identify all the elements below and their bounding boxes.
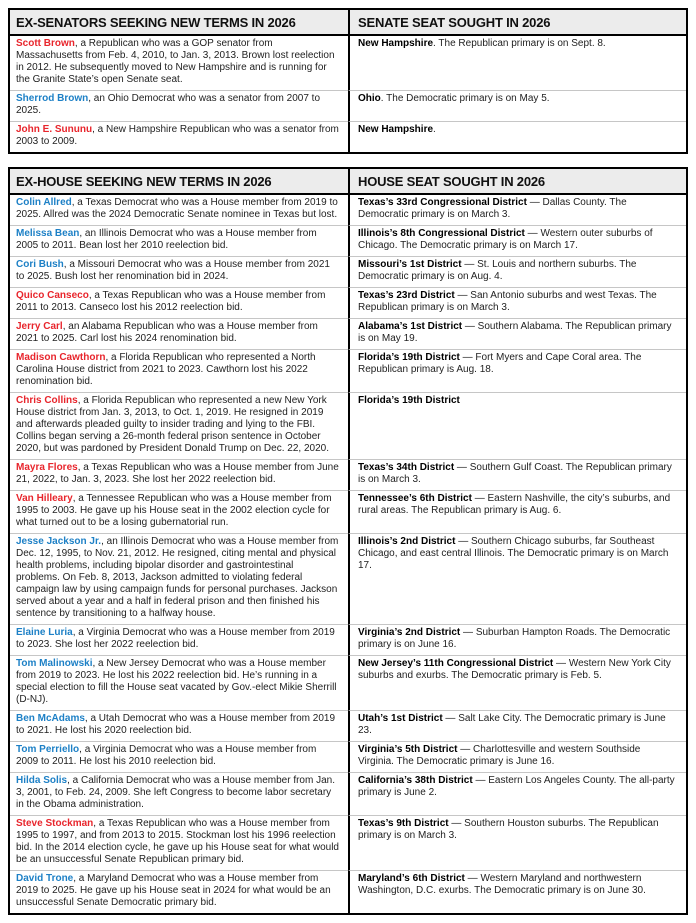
member-bio-text: , an Illinois Democrat who was a House member from 2005 to 2011. Bean lost her 2010 reelection bid. bbox=[16, 228, 317, 251]
member-name: Colin Allred bbox=[16, 197, 72, 208]
seat-name: New Hampshire bbox=[358, 124, 434, 135]
seat-name: Florida’s 19th District bbox=[358, 395, 460, 406]
member-bio-cell bbox=[10, 256, 348, 287]
member-bio-cell bbox=[10, 36, 348, 90]
seat-cell bbox=[348, 459, 686, 490]
member-bio-text: , a Tennessee Republican who was a House member from 1995 to 2003. He gave up his House seat in the 2002 election cycle for what turned out to be a losing gubernatorial run. bbox=[16, 493, 332, 528]
table-row bbox=[10, 741, 686, 772]
seat-name: California’s 38th District bbox=[358, 775, 473, 786]
senate-table-body bbox=[10, 36, 686, 152]
seat-detail: — Western outer suburbs of Chicago. The Democratic primary is on March 17. bbox=[358, 228, 653, 251]
member-name: Van Hilleary bbox=[16, 493, 73, 504]
member-bio-text: , a Texas Republican who was a House member from 2011 to 2013. Canseco lost his 2012 reelection bid. bbox=[16, 290, 326, 313]
member-bio-text: , a Florida Republican who represented a new New York House district from Jan. 3, 2013, to Oct. 1, 2019. He resigned in 2019 and afterwards pleaded guilty to insider trading and lying to the FBI. Collins began serving a 26-month federal prison sentence in October 2020, but was pardoned by President Donald Trump on Dec. 22, 2020. bbox=[16, 395, 329, 454]
senate-table bbox=[8, 8, 688, 154]
member-name: Jerry Carl bbox=[16, 321, 63, 332]
seat-detail: — Charlottesville and western Southside Virginia. The Democratic primary is June 16. bbox=[358, 744, 641, 767]
seat-cell bbox=[348, 815, 686, 870]
seat-detail: — Western New York City suburbs and exurbs. The Democratic primary is Feb. 5. bbox=[358, 658, 671, 681]
member-bio-text: , a Missouri Democrat who was a House member from 2021 to 2025. Bush lost her renomination bid in 2024. bbox=[16, 259, 330, 282]
seat-name: Florida’s 19th District bbox=[358, 352, 460, 363]
seat-name: Missouri’s 1st District bbox=[358, 259, 462, 270]
member-name: Cori Bush bbox=[16, 259, 64, 270]
table-row bbox=[10, 195, 686, 225]
seat-cell bbox=[348, 225, 686, 256]
seat-detail: . The Democratic primary is on May 5. bbox=[380, 93, 550, 104]
seat-name: Texas’s 34th District bbox=[358, 462, 455, 473]
house-table bbox=[8, 167, 688, 915]
seat-name: Texas’s 33rd Congressional District bbox=[358, 197, 527, 208]
member-bio-cell bbox=[10, 195, 348, 225]
seat-name: New Jersey’s 11th Congressional District bbox=[358, 658, 554, 669]
seat-cell bbox=[348, 318, 686, 349]
seat-cell bbox=[348, 533, 686, 624]
seat-detail: — Eastern Los Angeles County. The all-party primary is June 2. bbox=[358, 775, 675, 798]
member-name: Sherrod Brown bbox=[16, 93, 89, 104]
seat-detail: — Western Maryland and northwestern Washington, D.C. exurbs. The Democratic primary is on June 30. bbox=[358, 873, 646, 896]
seat-detail: — Southern Gulf Coast. The Republican primary is on March 3. bbox=[358, 462, 672, 485]
seat-cell bbox=[348, 710, 686, 741]
member-name: Melissa Bean bbox=[16, 228, 80, 239]
member-bio-cell bbox=[10, 710, 348, 741]
seat-cell bbox=[348, 36, 686, 90]
house-table-header-left: EX-HOUSE SEEKING NEW TERMS IN 2026 bbox=[16, 174, 272, 189]
member-name: Steve Stockman bbox=[16, 818, 94, 829]
table-row bbox=[10, 392, 686, 459]
seat-cell bbox=[348, 256, 686, 287]
seat-cell bbox=[348, 741, 686, 772]
seat-cell bbox=[348, 392, 686, 459]
member-bio-cell bbox=[10, 870, 348, 913]
member-name: Mayra Flores bbox=[16, 462, 78, 473]
seat-name: Tennessee’s 6th District bbox=[358, 493, 472, 504]
table-row bbox=[10, 624, 686, 655]
seat-cell bbox=[348, 195, 686, 225]
member-bio-cell bbox=[10, 815, 348, 870]
member-name: Tom Perriello bbox=[16, 744, 80, 755]
member-bio-cell bbox=[10, 490, 348, 533]
member-name: Jesse Jackson Jr. bbox=[16, 536, 102, 547]
member-bio-text: , a Texas Democrat who was a House member from 2019 to 2025. Allred was the 2024 Democratic Senate nominee in Texas but lost. bbox=[16, 197, 338, 220]
seat-detail: — Eastern Nashville, the city’s suburbs, and rural areas. The Republican primary is Aug. 6. bbox=[358, 493, 671, 516]
seat-name: Ohio bbox=[358, 93, 381, 104]
member-bio-cell bbox=[10, 741, 348, 772]
member-bio-cell bbox=[10, 318, 348, 349]
house-table-body bbox=[10, 195, 686, 913]
member-name: Tom Malinowski bbox=[16, 658, 93, 669]
member-bio-cell bbox=[10, 772, 348, 815]
seat-detail: — Southern Chicago suburbs, far Southeast Chicago, and east central Illinois. The Democratic primary is on March 17. bbox=[358, 536, 669, 571]
member-bio-cell bbox=[10, 459, 348, 490]
member-bio-text: , a Texas Republican who was a House member from June 21, 2022, to Jan. 3, 2023. She lost her 2022 reelection bid. bbox=[16, 462, 339, 485]
member-name: Elaine Luria bbox=[16, 627, 73, 638]
member-name: Hilda Solis bbox=[16, 775, 68, 786]
table-row bbox=[10, 36, 686, 90]
member-bio-text: , an Illinois Democrat who was a House member from Dec. 12, 1995, to Nov. 21, 2012. He resigned, citing mental and physical health problems, including bipolar disorder and gastrointestinal problems. On Feb. 8, 2013, Jackson admitted to violating federal campaign law by using campaign funds for personal purchases. Jackson served about a year and a half in federal prison and then finished his sentence by transitioning to a halfway house. bbox=[16, 536, 339, 619]
seat-name: Virginia’s 5th District bbox=[358, 744, 458, 755]
table-row bbox=[10, 815, 686, 870]
member-bio-text: , a New Jersey Democrat who was a House member from 2019 to 2023. He lost his 2022 reelection bid. He’s running in a special election to fill the House seat vacated by Gov.-elect Mikie Sherrill (D-NJ). bbox=[16, 658, 337, 705]
table-row bbox=[10, 772, 686, 815]
seat-name: Illinois’s 2nd District bbox=[358, 536, 456, 547]
member-bio-text: , a Florida Republican who represented a North Carolina House district from 2021 to 2023. Cawthorn lost his 2022 renomination bid. bbox=[16, 352, 316, 387]
table-row bbox=[10, 870, 686, 913]
seat-cell bbox=[348, 655, 686, 710]
member-name: Scott Brown bbox=[16, 38, 75, 49]
seat-detail: — Salt Lake City. The Democratic primary is June 23. bbox=[358, 713, 666, 736]
member-name: David Trone bbox=[16, 873, 74, 884]
seat-cell bbox=[348, 349, 686, 392]
seat-detail: — Dallas County. The Democratic primary is on March 3. bbox=[358, 197, 627, 220]
table-row bbox=[10, 256, 686, 287]
senate-table-header-left: EX-SENATORS SEEKING NEW TERMS IN 2026 bbox=[16, 15, 296, 30]
member-name: John E. Sununu bbox=[16, 124, 93, 135]
member-bio-cell bbox=[10, 90, 348, 121]
member-bio-cell bbox=[10, 655, 348, 710]
seat-name: Texas’s 9th District bbox=[358, 818, 449, 829]
member-bio-text: , a Virginia Democrat who was a House member from 2009 to 2011. He lost his 2010 reelection bid. bbox=[16, 744, 317, 767]
seat-detail: — St. Louis and northern suburbs. The Democratic primary is on Aug. 4. bbox=[358, 259, 637, 282]
member-bio-text: , a Republican who was a GOP senator from Massachusetts from Feb. 4, 2010, to Jan. 3, 2013. Brown lost reelection in 2012. He subsequently moved to New Hampshire and is running for the Granite State’s open Senate seat. bbox=[16, 38, 335, 85]
seat-detail: . The Republican primary is on Sept. 8. bbox=[433, 38, 606, 49]
seat-detail: — Suburban Hampton Roads. The Democratic primary is on June 16. bbox=[358, 627, 671, 650]
seat-detail: — Fort Myers and Cape Coral area. The Republican primary is Aug. 18. bbox=[358, 352, 642, 375]
member-bio-text: , a Texas Republican who was a House member from 1995 to 1997, and from 2013 to 2015. Stockman lost his 1996 reelection bid. In the 2014 election cycle, he gave up his House seat for what would be an unsuccessful Senate Republican primary bid. bbox=[16, 818, 339, 865]
seat-name: Illinois’s 8th Congressional District bbox=[358, 228, 525, 239]
senate-table-header bbox=[10, 10, 686, 36]
member-bio-text: , an Alabama Republican who was a House member from 2021 to 2025. Carl lost his 2024 renomination bid. bbox=[16, 321, 318, 344]
table-row bbox=[10, 349, 686, 392]
senate-table-header-right: SENATE SEAT SOUGHT IN 2026 bbox=[348, 10, 686, 34]
member-bio-cell bbox=[10, 392, 348, 459]
member-bio-cell bbox=[10, 349, 348, 392]
seat-name: Texas’s 23rd District bbox=[358, 290, 455, 301]
member-bio-cell bbox=[10, 225, 348, 256]
member-name: Quico Canseco bbox=[16, 290, 89, 301]
table-row bbox=[10, 710, 686, 741]
seat-name: New Hampshire bbox=[358, 38, 434, 49]
seat-cell bbox=[348, 870, 686, 913]
table-row bbox=[10, 533, 686, 624]
table-row bbox=[10, 490, 686, 533]
member-name: Ben McAdams bbox=[16, 713, 85, 724]
house-table-header bbox=[10, 169, 686, 195]
table-row bbox=[10, 121, 686, 152]
seat-detail: . bbox=[433, 124, 436, 135]
table-row bbox=[10, 90, 686, 121]
member-bio-text: , a Maryland Democrat who was a House member from 2019 to 2025. He gave up his House seat in 2024 for what would be an unsuccessful Senate Democratic primary bid. bbox=[16, 873, 331, 908]
member-bio-cell bbox=[10, 121, 348, 152]
table-row bbox=[10, 318, 686, 349]
member-bio-text: , a California Democrat who was a House member from Jan. 3, 2001, to Feb. 24, 2009. She left Congress to become labor secretary in the Obama administration. bbox=[16, 775, 336, 810]
table-row bbox=[10, 459, 686, 490]
member-bio-cell bbox=[10, 624, 348, 655]
table-row bbox=[10, 655, 686, 710]
member-bio-cell bbox=[10, 287, 348, 318]
seat-name: Utah’s 1st District bbox=[358, 713, 443, 724]
table-row bbox=[10, 287, 686, 318]
seat-cell bbox=[348, 121, 686, 152]
seat-detail: — San Antonio suburbs and west Texas. The Republican primary is on March 3. bbox=[358, 290, 657, 313]
seat-cell bbox=[348, 490, 686, 533]
seat-cell bbox=[348, 90, 686, 121]
table-row bbox=[10, 225, 686, 256]
member-bio-text: , a Utah Democrat who was a House member from 2019 to 2021. He lost his 2020 reelection bid. bbox=[16, 713, 336, 736]
seat-detail: — Southern Houston suburbs. The Republican primary is on March 3. bbox=[358, 818, 659, 841]
seat-name: Virginia’s 2nd District bbox=[358, 627, 461, 638]
seat-cell bbox=[348, 287, 686, 318]
seat-cell bbox=[348, 772, 686, 815]
member-bio-text: , a Virginia Democrat who was a House member from 2019 to 2023. She lost her 2022 reelection bid. bbox=[16, 627, 335, 650]
member-name: Chris Collins bbox=[16, 395, 78, 406]
member-bio-cell bbox=[10, 533, 348, 624]
seat-cell bbox=[348, 624, 686, 655]
member-bio-text: , an Ohio Democrat who was a senator from 2007 to 2025. bbox=[16, 93, 321, 116]
seat-detail: — Southern Alabama. The Republican primary is on May 19. bbox=[358, 321, 672, 344]
seat-name: Alabama’s 1st District bbox=[358, 321, 463, 332]
house-table-header-right: HOUSE SEAT SOUGHT IN 2026 bbox=[348, 169, 686, 193]
member-name: Madison Cawthorn bbox=[16, 352, 106, 363]
seat-name: Maryland’s 6th District bbox=[358, 873, 465, 884]
member-bio-text: , a New Hampshire Republican who was a senator from 2003 to 2009. bbox=[16, 124, 339, 147]
